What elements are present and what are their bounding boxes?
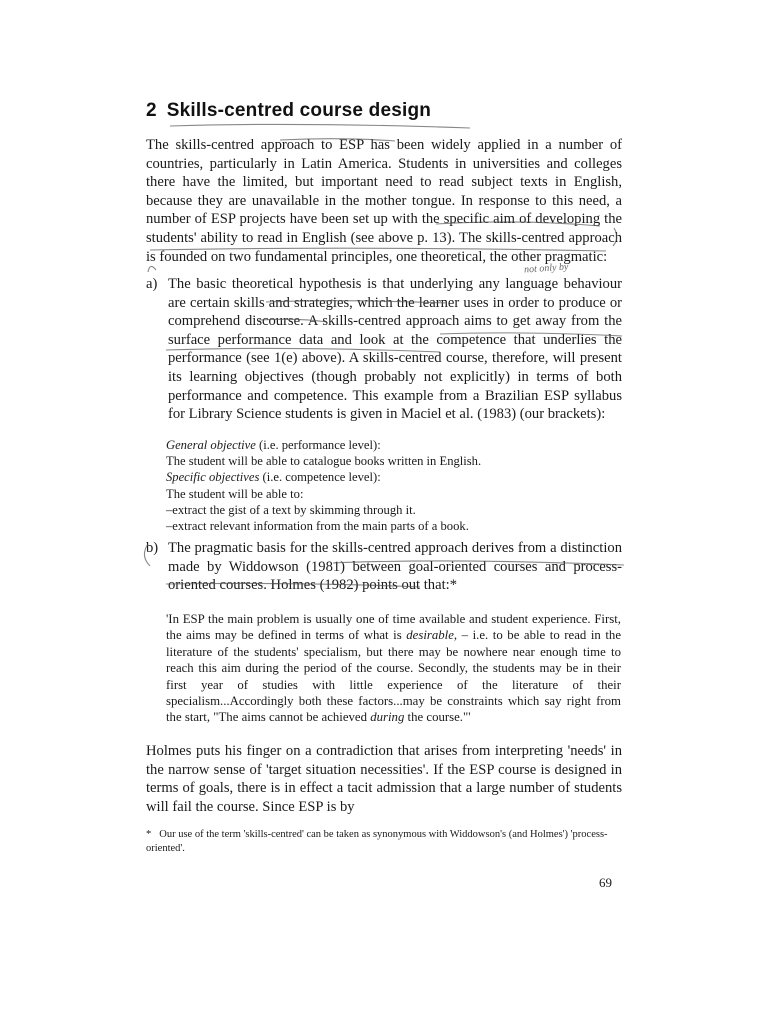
- holmes-quote: [166, 611, 621, 726]
- footnote-text: Our use of the term 'skills-centred' can be taken as synonymous with Widdowson's (and Holmes') 'process-oriented'.: [146, 829, 608, 854]
- specific-objectives-note: (i.e. competence level):: [262, 470, 381, 485]
- closing-paragraph: Holmes puts his finger on a contradiction that arises from interpreting 'needs' in the narrow sense of 'target situation necessities'. If the ESP course is designed in terms of goals, there is in effect a tacit admission that a large number of students will fail the course. Since ESP is by: [146, 743, 622, 815]
- specific-objectives-label: Specific objectives: [166, 470, 260, 485]
- item-marker-a: a): [146, 276, 158, 292]
- general-objective-label: General objective: [166, 438, 256, 452]
- item-marker-b: b): [146, 540, 159, 556]
- quote-emphasis: during: [370, 710, 405, 725]
- item-text-a: The basic theoretical hypothesis is that underlying any language behaviour are certain skills and strategies, which the learner uses in order to produce or comprehend discourse. A skills-centred approach aims to get away from the surface performance data and look at the competence that underlies the performance (see 1(e) above). A skills-centred course, therefore, will present its learning objectives (though probably not explicitly) in terms of both performance and competence. This example from a Brazilian ESP syllabus for Library Science students is given in Maciel et al. (1983) (our brackets):: [168, 276, 622, 423]
- quote-text: 'In ESP the main problem is usually one of time available and student experience. First, the aims may be defined in terms of what is: [166, 612, 621, 643]
- principle-b: [146, 539, 622, 595]
- general-objective-text: The student will be able to catalogue books written in English.: [166, 454, 482, 469]
- section-number: 2: [146, 100, 157, 121]
- page-number: 69: [599, 875, 612, 890]
- quote-text: the course."': [404, 710, 471, 725]
- section-heading: [146, 100, 431, 122]
- footnote: [146, 828, 622, 856]
- footnote-marker: *: [146, 829, 152, 840]
- section-title: Skills-centred course design: [166, 100, 432, 121]
- specific-objective-item: –extract relevant information from the main parts of a book.: [166, 519, 469, 534]
- principle-a: [146, 275, 622, 424]
- quote-emphasis: desirable: [406, 628, 454, 643]
- specific-objectives-intro: The student will be able to:: [166, 486, 304, 501]
- specific-objective-item: –extract the gist of a text by skimming through it.: [166, 502, 416, 517]
- objectives-block: [166, 437, 616, 534]
- handwritten-note: not only by: [523, 261, 569, 276]
- quote-text: , – i.e. to be able to read in the literature of the students' specialism, but there may be nowhere near enough time to reach this aim during the period of the course. Secondly, the students may be in their first year of studies with little experience of the literature of their specialism...Accordingly both these factors...may be constraints which say right from the start, "The aims cannot be achieved: [166, 628, 622, 725]
- intro-paragraph: The skills-centred approach to ESP has been widely applied in a number of countries, particularly in Latin America. Students in universities and colleges there have the limited, but important need to read subject texts in English, because they are unavailable in the mother tongue. In response to this need, a number of ESP projects have been set up with the specific aim of developing the students' ability to read in English (see above p. 13). The skills-centred approach is founded on two fundamental principles, one theoretical, the other pragmatic:: [146, 137, 622, 265]
- item-text-b: The pragmatic basis for the skills-centred approach derives from a distinction made by Widdowson (1981) between goal-oriented courses and process-oriented courses. Holmes (1982) points out that:*: [168, 540, 622, 594]
- general-objective-note: (i.e. performance level):: [259, 438, 381, 452]
